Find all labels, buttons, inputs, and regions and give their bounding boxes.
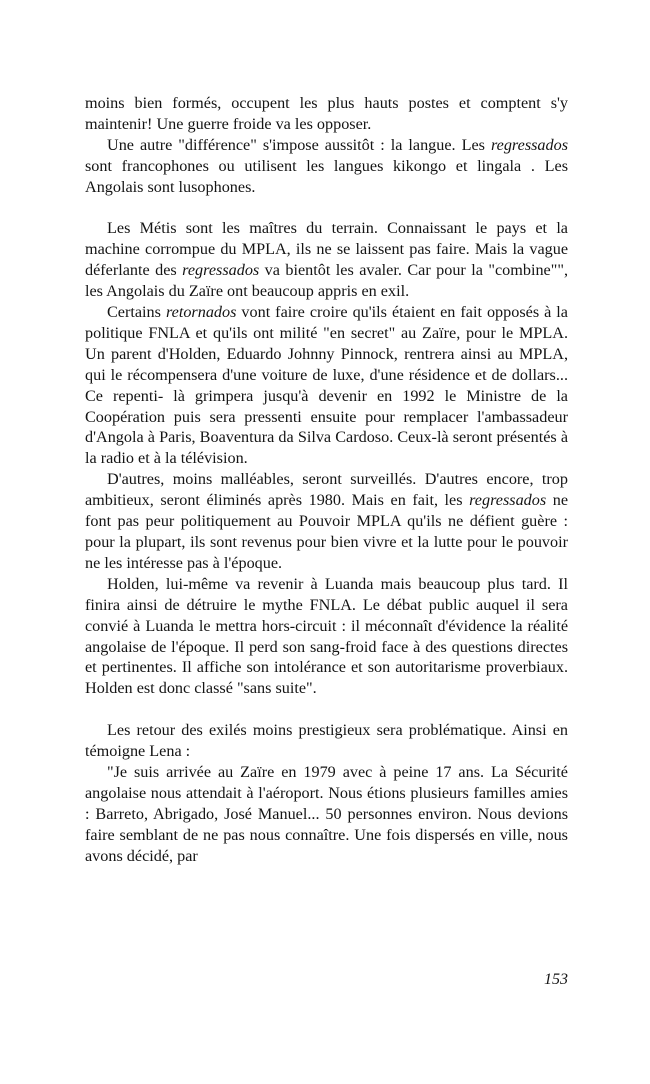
italic-term: regressados: [182, 261, 260, 280]
paragraph-8: "Je suis arrivée au Zaïre en 1979 avec à peine 17 ans. La Sécurité angolaise nous attendait à l'aéroport. Nous étions plusieurs familles amies : Barreto, Abrigado, José Manuel... 50 personnes environ. Nous devions faire semblant de ne pas nous connaître. Une fois dispersés en ville, nous avons décidé, par: [85, 762, 568, 865]
paragraph-2: Une autre "différence" s'impose aussitôt : la langue. Les regressados sont francophones ou utilisent les langues kikongo et lingala . Les Angolais sont lusophones.: [85, 135, 568, 196]
italic-term: regressados: [490, 135, 568, 154]
paragraph-4: Certains retornados vont faire croire qu'ils étaient en fait opposés à la politique FNLA et qu'ils ont milité "en secret" au Zaïre, pour le MPLA. Un parent d'Holden, Eduardo Johnny Pinnock, rentrera ainsi au MPLA, qui le récompensera d'une voiture de luxe, d'une résidence et de dollars... Ce repenti- là grimpera jusqu'à devenir en 1992 le Ministre de la Coopération puis sera pressenti ensuite pour remplacer l'ambassadeur d'Angola à Paris, Boaventura da Silva Cardoso. Ceux-là seront présentés à la radio et à la télévision.: [85, 303, 568, 468]
paragraph-3: Les Métis sont les maîtres du terrain. Connaissant le pays et la machine corrompue du MPLA, ils ne se laissent pas faire. Mais la vague déferlante des regressados va bientôt les avaler. Car pour la "combine"", les Angolais du Zaïre ont beaucoup appris en exil.: [85, 219, 568, 301]
italic-term: regressados: [469, 491, 547, 510]
paragraph-7: Les retour des exilés moins prestigieux sera problématique. Ainsi en témoigne Lena :: [85, 721, 568, 761]
italic-term: retornados: [165, 303, 237, 322]
paragraph-6: Holden, lui-même va revenir à Luanda mais beaucoup plus tard. Il finira ainsi de détruire le mythe FNLA. Le débat public auquel il sera convié à Luanda le mettra hors-circuit : il méconnaît d'évidence la réalité angolaise de l'époque. Il perd son sang-froid face à des questions directes et pertinentes. Il affiche son intolérance et son autoritarisme proverbiaux. Holden est donc classé "sans suite".: [85, 574, 568, 698]
page-number: 153: [544, 971, 568, 988]
paragraph-5: D'autres, moins malléables, seront surveillés. D'autres encore, trop ambitieux, seront éliminés après 1980. Mais en fait, les regressados ne font pas peur politiquement au Pouvoir MPLA qu'ils ne défient guère : pour la plupart, ils sont revenus pour bien vivre et la lutte pour le pouvoir ne les intéresse pas à l'époque.: [85, 470, 569, 572]
page-body: [85, 93, 568, 867]
paragraph-1: moins bien formés, occupent les plus hauts postes et comptent s'y maintenir! Une guerre froide va les opposer.: [85, 94, 568, 133]
